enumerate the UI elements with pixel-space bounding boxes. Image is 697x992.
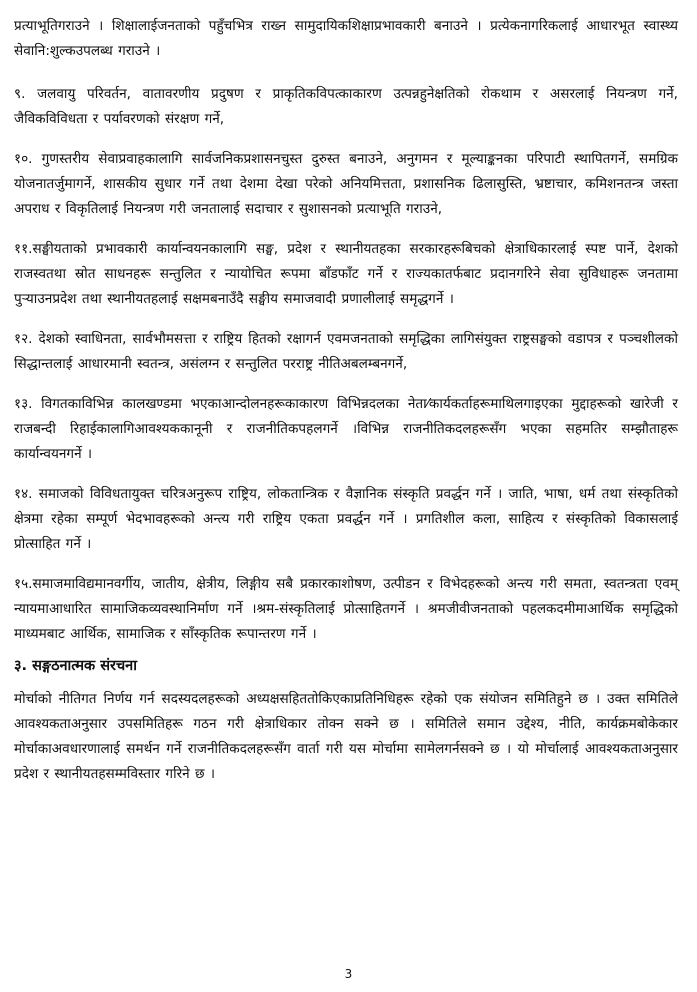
paragraph-item-11: ११.सङ्घीयताको प्रभावकारी कार्यान्वयनकालागि सङ्घ, प्रदेश र स्थानीयतहका सरकारहरूबिचको क्षेत्राधिकारलाई स्पष्ट पार्ने, देशको राजस्वतथा स्रोत साधनहरू सन्तुलित र न्यायोचित रूपमा बाँडफाँट गर्ने र राज्यकातर्फबाट प्रदानगरिने सेवा सुविधाहरू जनतामा पुर्‍याउनप्रदेश तथा स्थानीयतहलाई सक्षमबनाउँदै सङ्घीय समाजवादी प्रणालीलाई समृद्धगर्ने । <box>14 241 678 307</box>
paragraph-item-12: १२. देशको स्वाधिनता, सार्वभौमसत्ता र राष्ट्रिय हितको रक्षागर्न एवमजनताको समृद्धिका लागिसंयुक्त राष्ट्रसङ्घको वडापत्र र पञ्चशीलको सिद्धान्तलाई आधारमानी स्वतन्त्र, असंलग्न र सन्तुलित परराष्ट्र नीतिअबलम्बनगर्ने, <box>14 331 678 372</box>
document-page <box>14 14 678 802</box>
paragraph-item-14: १४. समाजको विविधतायुक्त चरित्रअनुरूप राष्ट्रिय, लोकतान्त्रिक र वैज्ञानिक संस्कृति प्रवर्द्धन गर्ने । जाति, भाषा, धर्म तथा संस्कृतिको क्षेत्रमा रहेका सम्पूर्ण भेदभावहरूको अन्त्य गरी राष्ट्रिय एकता प्रवर्द्धन गर्ने । प्रगतिशील कला, साहित्य र संस्कृतिको विकासलाई प्रोत्साहित गर्ने । <box>14 486 678 552</box>
section-heading: ३. सङ्गठनात्मक संरचना <box>14 658 137 674</box>
paragraph-continuation: प्रत्याभूतिगराउने । शिक्षालाईजनताको पहुँचभित्र राख्न सामुदायिकशिक्षाप्रभावकारी बनाउने । प्रत्येकनागरिकलाई आधारभूत स्वास्थ्य सेवानि:शुल्कउपलब्ध गराउने । <box>14 18 678 59</box>
page-number: 3 <box>344 967 353 981</box>
paragraph-item-9: ९. जलवायु परिवर्तन, वातावरणीय प्रदुषण र प्राकृतिकविपत्काकारण उत्पन्नहुनेक्षतिको रोकथाम र असरलाई नियन्त्रण गर्ने, जैविकविविधता र पर्यावरणको संरक्षण गर्ने, <box>14 86 678 127</box>
section-body: मोर्चाको नीतिगत निर्णय गर्न सदस्यदलहरूको अध्यक्षसहिततोकिएकाप्रतिनिधिहरू रहेको एक संयोजन समितिहुने छ । उक्त समितिले आवश्यकताअनुसार उपसमितिहरू गठन गरी क्षेत्राधिकार तोक्न सक्ने छ । समितिले समान उद्देश्य, नीति, कार्यक्रमबोकेकार मोर्चाकाअवधारणालाई समर्थन गर्ने राजनीतिकदलहरूसँग वार्ता गरी यस मोर्चामा सामेलगर्नसक्ने छ । यो मोर्चालाई आवश्यकताअनुसार प्रदेश र स्थानीयतहसम्मविस्तार गरिने छ । <box>14 691 678 782</box>
paragraph-item-13: १३. विगतकाविभिन्न कालखण्डमा भएकाआन्दोलनहरूकाकारण विभिन्नदलका नेता⁄कार्यकर्ताहरूमाथिलगाइएका मुद्दाहरूको खारेजी र राजबन्दी रिहाईकालागिआवश्यककानूनी र राजनीतिकपहलगर्ने ।विभिन्न राजनीतिकदलहरूसँग भएका सहमतिर सम्झौताहरू कार्यान्वयनगर्ने । <box>14 396 678 462</box>
paragraph-item-10: १०. गुणस्तरीय सेवाप्रवाहकालागि सार्वजनिकप्रशासनचुस्त दुरुस्त बनाउने, अनुगमन र मूल्याङ्कनका परिपाटी स्थापितगर्ने, समग्रिक योजनातर्जुमागर्ने, शासकीय सुधार गर्ने तथा देशमा देखा परेको अनियमित्तता, प्रशासनिक ढिलासुस्ति, भ्रष्टाचार, कमिशनतन्त्र जस्ता अपराध र विकृतिलाई नियन्त्रण गरी जनतालाई सदाचार र सुशासनको प्रत्याभूति गराउने, <box>14 151 678 217</box>
paragraph-item-15: १५.समाजमाविद्यमानवर्गीय, जातीय, क्षेत्रीय, लिङ्गीय सबै प्रकारकाशोषण, उत्पीडन र विभेदहरूको अन्त्य गरी समता, स्वतन्त्रता एवम् न्यायमाआधारित सामाजिकव्यवस्थानिर्माण गर्ने ।श्रम-संस्कृतिलाई प्रोत्साहितगर्ने । श्रमजीवीजनताको पहलकदमीमाआर्थिक समृद्धिको माध्यमबाट आर्थिक, सामाजिक र साँस्कृतिक रूपान्तरण गर्ने । <box>14 576 678 642</box>
